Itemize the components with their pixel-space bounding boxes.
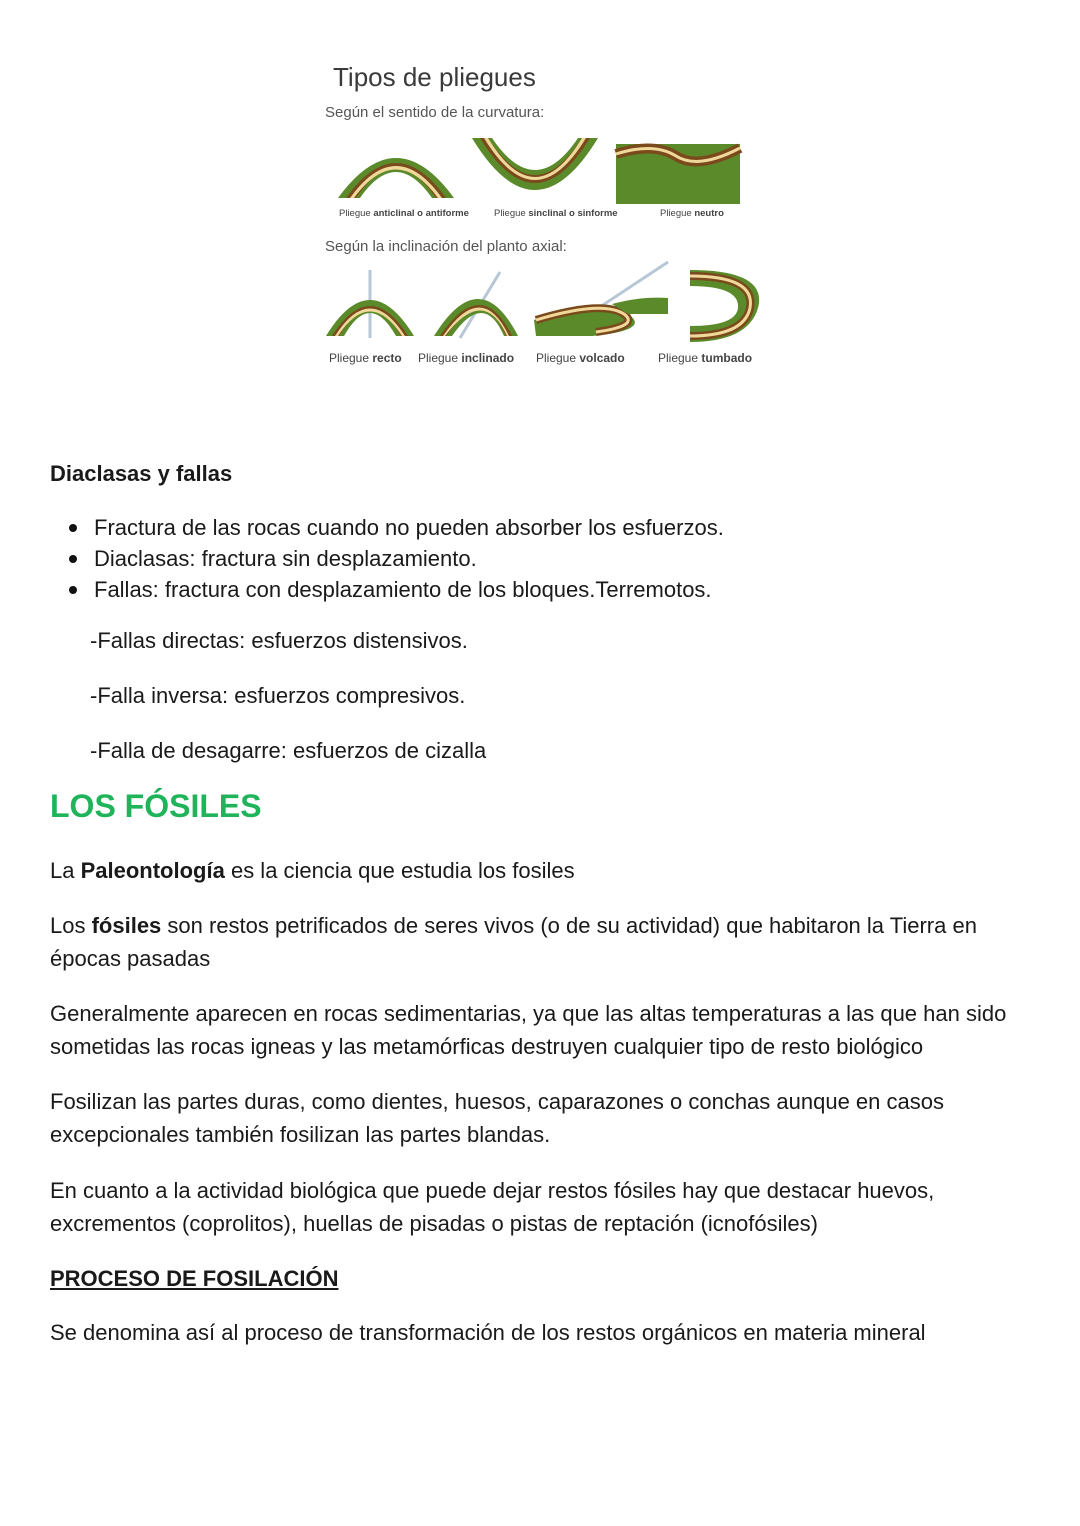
list-item: Diaclasas: fractura sin desplazamiento. bbox=[50, 543, 1030, 574]
diaclasas-list-wrap bbox=[50, 512, 1030, 605]
figure-subtitle-axial: Según la inclinación del planto axial: bbox=[325, 238, 567, 255]
list-item: Fallas: fractura con desplazamiento de los bloques.Terremotos. bbox=[50, 574, 1030, 605]
fault-type-inversa: -Falla inversa: esfuerzos compresivos. bbox=[90, 683, 466, 708]
caption-anticline: Pliegue anticlinal o antiforme bbox=[339, 208, 469, 219]
diaclasas-section bbox=[50, 457, 1030, 490]
caption-syncline: Pliegue sinclinal o sinforme bbox=[494, 208, 618, 219]
syncline-fold-illustration bbox=[470, 132, 600, 202]
anticline-fold-illustration bbox=[336, 132, 456, 202]
caption-overturned: Pliegue volcado bbox=[536, 351, 625, 365]
fault-type-directa: -Fallas directas: esfuerzos distensivos. bbox=[90, 628, 468, 653]
fault-type-desgarre: -Falla de desagarre: esfuerzos de cizalla bbox=[90, 738, 487, 763]
proceso-heading-wrap bbox=[50, 1262, 1030, 1295]
neutral-fold-illustration bbox=[614, 134, 744, 206]
caption-upright: Pliegue recto bbox=[329, 351, 402, 365]
upright-fold-illustration bbox=[324, 270, 416, 340]
fosiles-heading: LOS FÓSILES bbox=[50, 788, 262, 824]
diaclasas-heading: Diaclasas y fallas bbox=[50, 461, 233, 486]
fosiles-heading-wrap bbox=[50, 790, 1030, 823]
figure-subtitle-curvature: Según el sentido de la curvatura: bbox=[325, 104, 545, 121]
fosiles-definition-paragraph: Los fósiles son restos petrificados de seres vivos (o de su actividad) que habitaron la Tierra en épocas pasadas bbox=[50, 913, 977, 971]
recumbent-fold-illustration bbox=[688, 268, 760, 344]
list-item: Fractura de las rocas cuando no pueden absorber los esfuerzos. bbox=[50, 512, 1030, 543]
caption-neutral: Pliegue neutro bbox=[660, 208, 724, 219]
figure-title: Tipos de pliegues bbox=[333, 62, 536, 92]
inclined-fold-illustration bbox=[430, 270, 522, 340]
overturned-fold-illustration bbox=[532, 258, 672, 340]
proceso-heading: PROCESO DE FOSILACIÓN bbox=[50, 1266, 339, 1291]
folds-figure bbox=[318, 58, 778, 378]
caption-recumbent: Pliegue tumbado bbox=[658, 351, 753, 365]
paleontologia-paragraph: La Paleontología es la ciencia que estudia los fosiles bbox=[50, 858, 575, 883]
actividad-biologica-paragraph: En cuanto a la actividad biológica que puede dejar restos fósiles hay que destacar huevos, excrementos (coprolitos), huellas de pisadas o pistas de reptación (icnofósiles) bbox=[50, 1178, 935, 1236]
diaclasas-bullet-list bbox=[50, 512, 1030, 605]
partes-duras-paragraph: Fosilizan las partes duras, como dientes, huesos, caparazones o conchas aunque en casos excepcionales también fosilizan las partes blandas. bbox=[50, 1089, 944, 1147]
proceso-paragraph: Se denomina así al proceso de transformación de los restos orgánicos en materia mineral bbox=[50, 1320, 926, 1345]
rocas-paragraph: Generalmente aparecen en rocas sedimentarias, ya que las altas temperaturas a las que han sido sometidas las rocas igneas y las metamórficas destruyen cualquier tipo de resto biológico bbox=[50, 1001, 1007, 1059]
caption-inclined: Pliegue inclinado bbox=[418, 351, 515, 365]
